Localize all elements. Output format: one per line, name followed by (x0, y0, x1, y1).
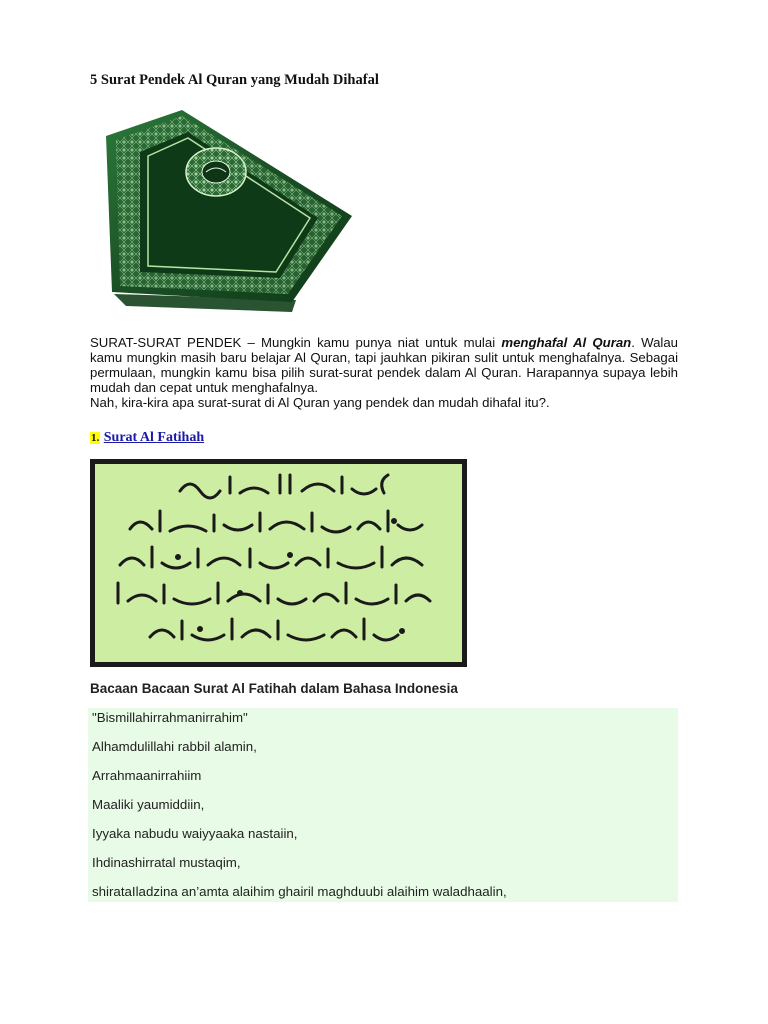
intro-text-continued: . Walau kamu mungkin masih baru belajar Al Quran, tapi jauhkan pikiran sulit untuk menghafalnya. Sebagai permulaan, mungkin kamu bisa pilih surat-surat pendek dalam Al Quran. Harapannya supaya lebih mudah dan cepat untuk menghafalnya. (90, 335, 679, 395)
reading-line: Maaliki yaumiddiin, (92, 797, 205, 812)
intro-question: Nah, kira-kira apa surat-surat di Al Quran yang pendek dan mudah dihafal itu?. (90, 395, 550, 410)
reading-line: shirataIladzina an’amta alaihim ghairil maghduubi alaihim waladhaalin, (92, 884, 507, 899)
intro-emphasis: menghafal Al Quran (501, 335, 632, 350)
section-number: 1. (91, 432, 100, 444)
reading-section-title: Bacaan Bacaan Surat Al Fatihah dalam Bahasa Indonesia (90, 681, 458, 696)
al-fatihah-calligraphy-image (90, 459, 467, 667)
quran-book-image (96, 106, 352, 312)
reading-line: Arrahmaanirrahiim (92, 768, 202, 783)
reading-line: "Bismillahirrahmanirrahim" (92, 710, 248, 725)
section-heading (90, 430, 204, 446)
reading-line: Iyyaka nabudu waiyyaaka nastaiin, (92, 826, 298, 841)
intro-text: SURAT-SURAT PENDEK – Mungkin kamu punya niat untuk mulai (90, 335, 502, 350)
reading-line: Ihdinashirratal mustaqim, (92, 855, 241, 870)
reading-transliteration-box (88, 708, 678, 902)
intro-paragraph (90, 335, 678, 410)
surat-al-fatihah-link[interactable]: Surat Al Fatihah (103, 430, 205, 445)
reading-line: Alhamdulillahi rabbil alamin, (92, 739, 257, 754)
page-title: 5 Surat Pendek Al Quran yang Mudah Dihafal (90, 72, 379, 88)
